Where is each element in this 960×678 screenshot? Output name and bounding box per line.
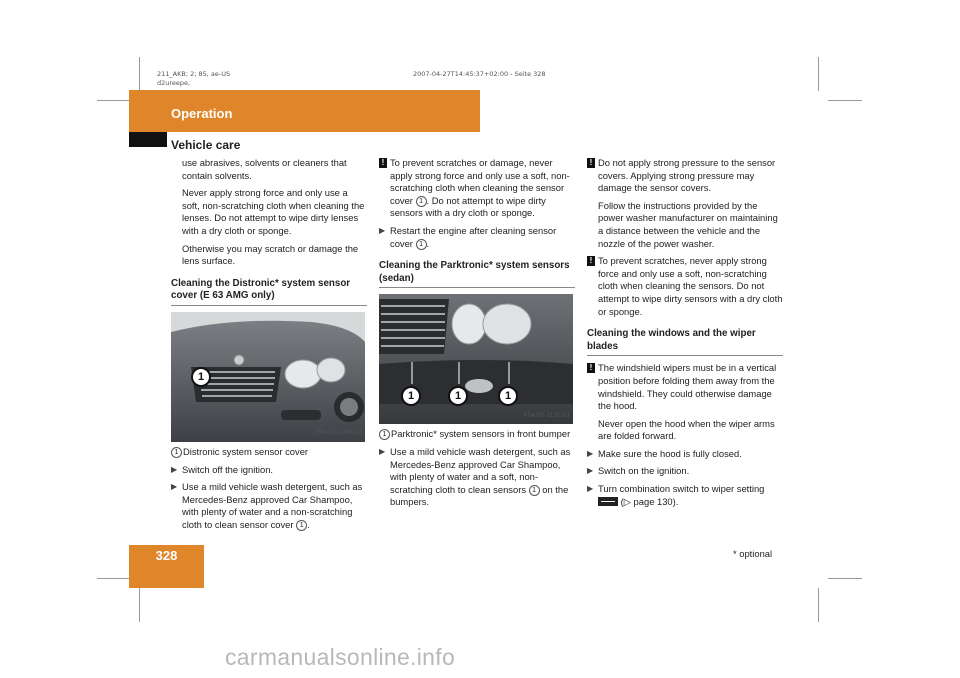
step-text-end: . [307,518,310,530]
callout-number: 1 [171,447,182,458]
column-3 [587,157,783,513]
column-1 [171,157,367,537]
step-text: Turn combination switch to wiper setting [598,483,765,495]
callout-marker: 1 [191,367,211,387]
arrow-icon: ▶ [587,448,594,458]
crop-mark [828,100,862,101]
crop-mark [97,578,131,579]
section-title: Operation [171,106,233,121]
callout-number: 1 [296,520,307,531]
crop-mark [828,578,862,579]
parktronic-photo [379,294,573,424]
step-text: Use a mild vehicle wash detergent, such as Mercedes-Benz approved Car Shampoo, with plenty of water and a soft, non-scratching cloth to clean sensors [390,445,571,495]
print-timestamp: 2007-04-27T14:45:37+02:00 - Seite 328 [413,70,546,78]
paragraph: Never apply strong force and only use a soft, non-scratching cloth when cleaning the lenses. Do not attempt to wipe dirty lenses with a dry cloth or sponge. [182,187,365,236]
instruction-step [379,225,575,250]
warning-icon: ! [379,158,387,168]
subsection-title: Vehicle care [171,138,241,152]
print-meta-line1: 211_AKB; 2; 85, ae-US [157,70,231,78]
photo-id: P54.65-3131-31 [523,411,570,419]
paragraph: Follow the instructions provided by the power washer manufacturer on maintaining a distance between the vehicle and the nozzle of the power washer. [598,199,778,249]
column-2 [379,157,575,514]
warning-text: To prevent scratches or damage, never apply strong force and only use a soft, non-scratching cloth when cleaning the sensor cover [390,157,570,206]
callout-number: 1 [416,196,427,207]
page-number: 328 [155,548,178,563]
footnote: * optional [733,548,773,559]
instruction-step [587,483,783,508]
watermark: carmanualsonline.info [225,644,456,670]
step-text: Use a mild vehicle wash detergent, such as Mercedes-Benz approved Car Shampoo, with plenty of water and a non-scratching cloth to clean sensor cover [182,481,363,530]
callout-marker: 1 [448,386,468,406]
wiper-setting-icon [598,497,618,506]
warning-note [587,362,783,412]
header-tab [129,132,167,147]
print-meta [157,70,230,88]
warning-text: To prevent scratches, never apply strong force and only use a soft, non-scratching cloth when cleaning the sensors. Do not attempt to wipe dirty sensors with a dry cloth or sponge. [598,255,783,317]
paragraph: Otherwise you may scratch or damage the lens surface. [182,242,359,267]
warning-text: Do not apply strong pressure to the sensor covers. Applying strong pressure may damage the sensor covers. [598,157,776,194]
crop-mark [139,57,140,91]
callout-number: 1 [416,239,427,250]
distronic-photo [171,312,365,442]
arrow-icon: ▶ [587,484,594,494]
page-reference: (▷ page 130). [620,495,679,507]
print-meta-line2: d2ureepe, [157,79,191,87]
callout-marker: 1 [401,386,421,406]
arrow-icon: ▶ [587,466,594,476]
crop-mark [818,57,819,91]
instruction-step [587,448,783,461]
callout-marker: 1 [498,386,518,406]
step-text-end: on the bumpers. [390,483,569,508]
crop-mark [97,100,131,101]
instruction-step [171,481,367,531]
warning-note [379,157,575,220]
paragraph: use abrasives, solvents or cleaners that contain solvents. [182,157,347,181]
caption-text: Parktronic* system sensors in front bumper [391,428,571,440]
warning-text-end: . Do not attempt to wipe dirty sensors with a dry cloth or sponge. [390,194,546,219]
arrow-icon: ▶ [379,446,386,456]
step-text: Restart the engine after cleaning sensor cover [390,224,557,249]
warning-note [587,255,783,318]
windows-heading: Cleaning the windows and the wiper blades [587,328,783,356]
warning-icon: ! [587,363,595,373]
instruction-step [587,465,783,478]
caption-text: Distronic system sensor cover [183,445,309,457]
photo-caption [171,446,367,459]
parktronic-heading: Cleaning the Parktronic* system sensors (sedan) [379,260,575,288]
photo-id: P54.70-2380-31 [315,429,362,437]
instruction-step [379,446,575,509]
arrow-icon: ▶ [379,225,386,235]
step-text: Switch off the ignition. [182,463,274,475]
crop-mark [139,588,140,622]
warning-note [587,157,783,195]
arrow-icon: ▶ [171,464,178,474]
callout-number: 1 [529,485,540,496]
warning-text: The windshield wipers must be in a vertical position before folding them away from the windshield. They could otherwise damage the hood. [598,362,777,412]
step-text: Switch on the ignition. [598,465,690,477]
paragraph: Never open the hood when the wiper arms are folded forward. [598,417,775,442]
warning-icon: ! [587,158,595,168]
photo-caption [379,428,575,441]
arrow-icon: ▶ [171,482,178,492]
step-text: Make sure the hood is fully closed. [598,447,742,459]
distronic-heading: Cleaning the Distronic* system sensor cover (E 63 AMG only) [171,278,367,306]
warning-icon: ! [587,256,595,266]
instruction-step [171,464,367,477]
crop-mark [818,588,819,622]
callout-number: 1 [379,429,390,440]
step-text-end: . [426,237,430,249]
